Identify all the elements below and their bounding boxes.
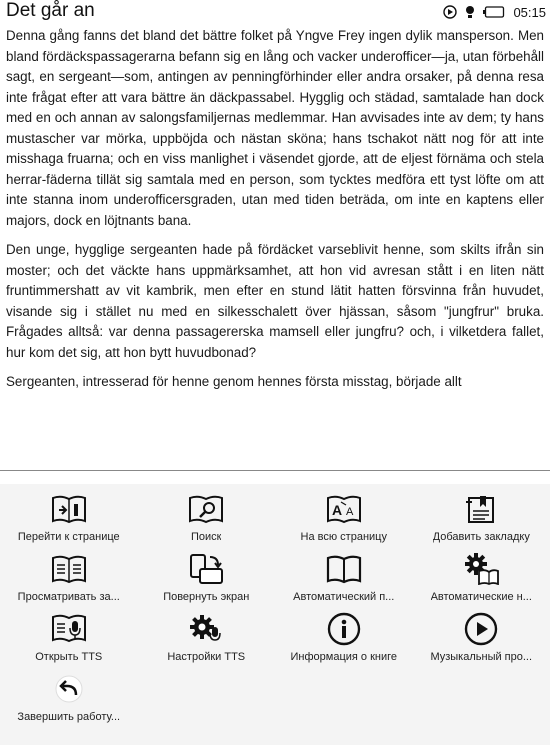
tts-settings-icon <box>186 612 226 646</box>
menu-item-auto-settings[interactable] <box>413 552 550 612</box>
record-icon <box>443 5 457 19</box>
menu-item-play[interactable] <box>413 612 550 672</box>
menu-item-exit-back[interactable] <box>0 672 138 732</box>
paragraph-1: Denna gång fanns det bland det bättre folket på Yngve Frey ingen dylik mansperson. Men bland fördäckspassagerarna befann sig en lång och vacker underofficer—ja, utan förbehåll sagt, en sergeant—som, antingen av penningförhinder eller andra orsaker, på denna resa inte frågat efter att vara bättre än däckpassabel. Hygglig och städad, samtalade han dock med en och annan av salongsfamiljernas medlemmar. Han avvisades inte av dem; ty hans mustascher var mörka, uppböjda och nästan sköna; hans tschakot nätt nog för att inte misshaga fruarna; och en viss manlighet i väsendet gjorde, att de eljest förnäma och stela herrar-fäderna tillät sig samtala med en person, som tycktes medföra ett tyst löfte om att inte stanna inom underofficersgraden, utan med tiden beträda, om inte en kaptens eller majors, dock en löjtnants bana. <box>6 28 544 228</box>
reading-area[interactable] <box>6 26 544 466</box>
menu-item-fit-page[interactable] <box>275 492 413 552</box>
menu-item-label: Информация о книге <box>290 651 397 663</box>
rotate-screen-icon <box>186 552 226 586</box>
menu-item-label: Настройки TTS <box>167 651 246 663</box>
fit-page-icon <box>324 492 364 526</box>
paragraph-2: Den unge, hygglige sergeanten hade på fördäcket varseblivit henne, som skilts ifrån sin moster; och det väckte hans uppmärksamhet, att hon vid avresan stått i en liten nätt fruntimmershatt av vit kambrik, men efter en stund lätit hatten försvinna från huvudet, visande sig i stället nu med en silkesschalett över hjässan, såsom "jungfrur" bruka. Frågades alltså: var denna passagererska mamsell eller jungfru? och, i vilketdera fallet, hur kom det sig, att hon bytt huvudbonad? <box>6 242 544 360</box>
menu-item-tts-open[interactable] <box>0 612 138 672</box>
battery-icon <box>483 6 505 18</box>
book-goto-icon <box>49 492 89 526</box>
menu-item-label: Автоматический п... <box>293 591 395 603</box>
menu-item-label: Автоматические н... <box>430 591 532 603</box>
menu-grid <box>0 492 550 732</box>
menu-item-auto-page[interactable] <box>275 552 413 612</box>
auto-page-icon <box>324 552 364 586</box>
bookmarks-list-icon <box>49 552 89 586</box>
menu-item-label: Музыкальный про... <box>430 651 533 663</box>
book-search-icon <box>186 492 226 526</box>
status-bar <box>0 0 550 24</box>
menu-divider <box>0 470 550 471</box>
exit-back-icon <box>49 672 89 706</box>
menu-item-label: Просматривать за... <box>17 591 120 603</box>
paragraph-3: Sergeanten, intresserad för henne genom hennes första misstag, började allt <box>6 374 462 389</box>
svg-text:A: A <box>345 506 354 518</box>
reader-menu-panel <box>0 484 550 745</box>
frontlight-icon <box>465 5 475 19</box>
tts-open-icon <box>49 612 89 646</box>
auto-settings-icon <box>461 552 501 586</box>
menu-item-add-bookmark[interactable] <box>413 492 550 552</box>
menu-item-rotate-screen[interactable] <box>138 552 276 612</box>
menu-item-label: Поиск <box>191 531 222 543</box>
menu-item-tts-settings[interactable] <box>138 612 276 672</box>
menu-item-label: Открыть TTS <box>35 651 103 663</box>
menu-item-label: Повернуть экран <box>163 591 250 603</box>
menu-item-label: Завершить работу... <box>17 711 121 723</box>
menu-item-bookmarks-list[interactable] <box>0 552 138 612</box>
add-bookmark-icon <box>461 492 501 526</box>
book-title: Det går an <box>6 0 95 21</box>
menu-item-label: Перейти к странице <box>17 531 120 543</box>
menu-item-label: На всю страницу <box>300 531 387 543</box>
menu-item-label: Добавить закладку <box>432 531 530 543</box>
menu-item-book-search[interactable] <box>138 492 276 552</box>
info-icon <box>324 612 364 646</box>
menu-item-book-goto[interactable] <box>0 492 138 552</box>
status-icons <box>443 3 546 21</box>
menu-item-info[interactable] <box>275 612 413 672</box>
svg-text:A: A <box>331 502 342 518</box>
play-icon <box>461 612 501 646</box>
clock: 05:15 <box>513 4 546 20</box>
